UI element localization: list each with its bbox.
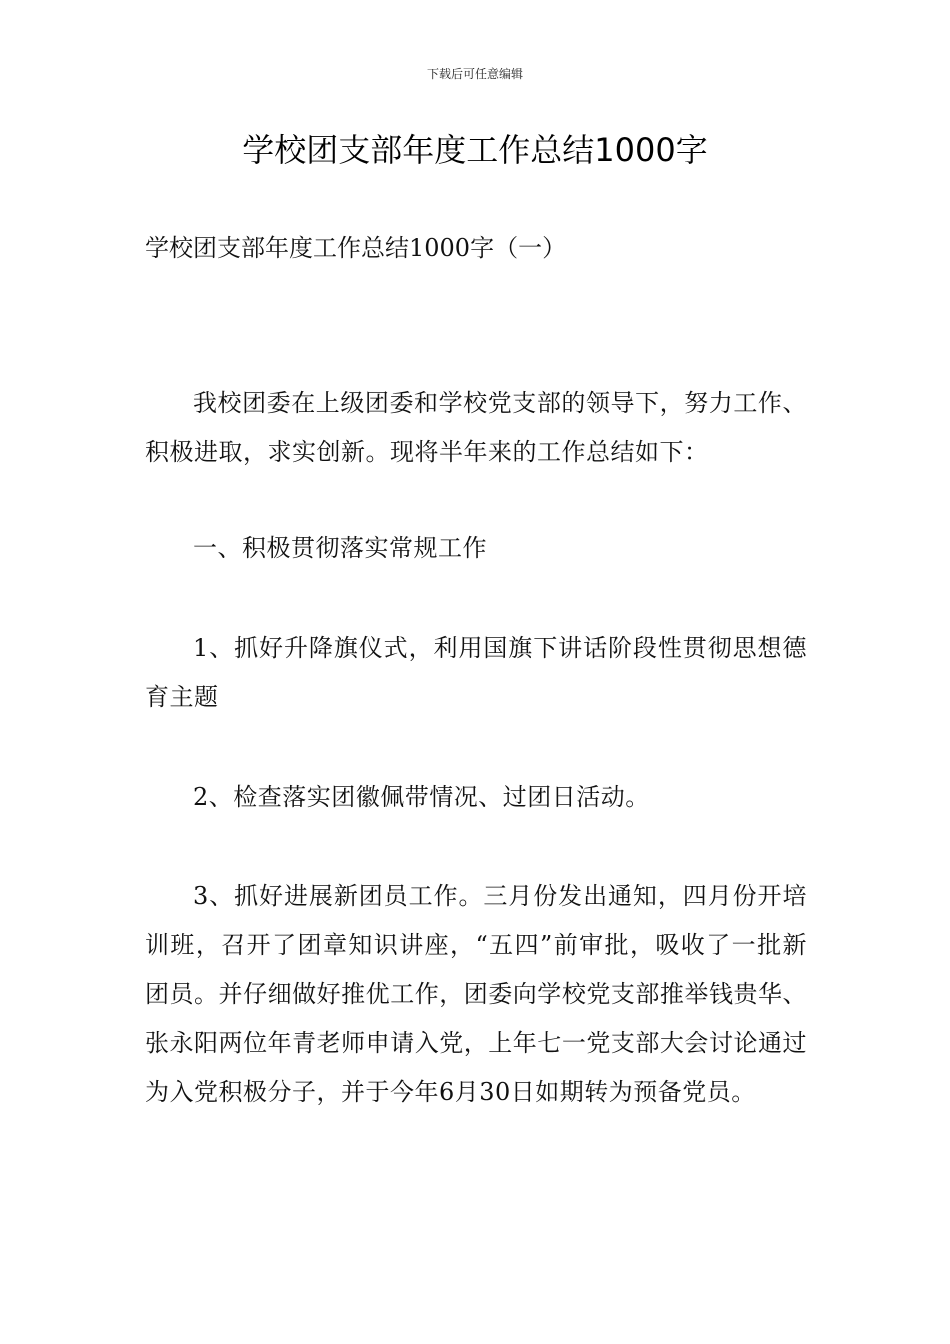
paragraph-item-3: 3、抓好进展新团员工作。三月份发出通知，四月份开培训班，召开了团章知识讲座，“五四”前审批，吸收了一批新团员。并仔细做好推优工作，团委向学校党支部推举钱贵华、张永阳两位年青老师申请入党，上年七一党支部大会讨论通过为入党积极分子，并于今年6月30日如期转为预备党员。 [145, 882, 807, 1106]
section-heading-1: 一、积极贯彻落实常规工作 [193, 534, 487, 562]
document-subtitle: 学校团支部年度工作总结1000字（一） [145, 234, 567, 262]
paragraph-item-1: 1、抓好升降旗仪式，利用国旗下讲话阶段性贯彻思想德育主题 [145, 634, 807, 711]
paragraph-item-2: 2、检查落实团徽佩带情况、过团日活动。 [193, 783, 650, 811]
header-note: 下载后可任意编辑 [426, 67, 523, 81]
document-title: 学校团支部年度工作总结1000字 [242, 131, 708, 169]
paragraph-intro: 我校团委在上级团委和学校党支部的领导下，努力工作、积极进取，求实创新。现将半年来的工作总结如下： [145, 389, 807, 466]
